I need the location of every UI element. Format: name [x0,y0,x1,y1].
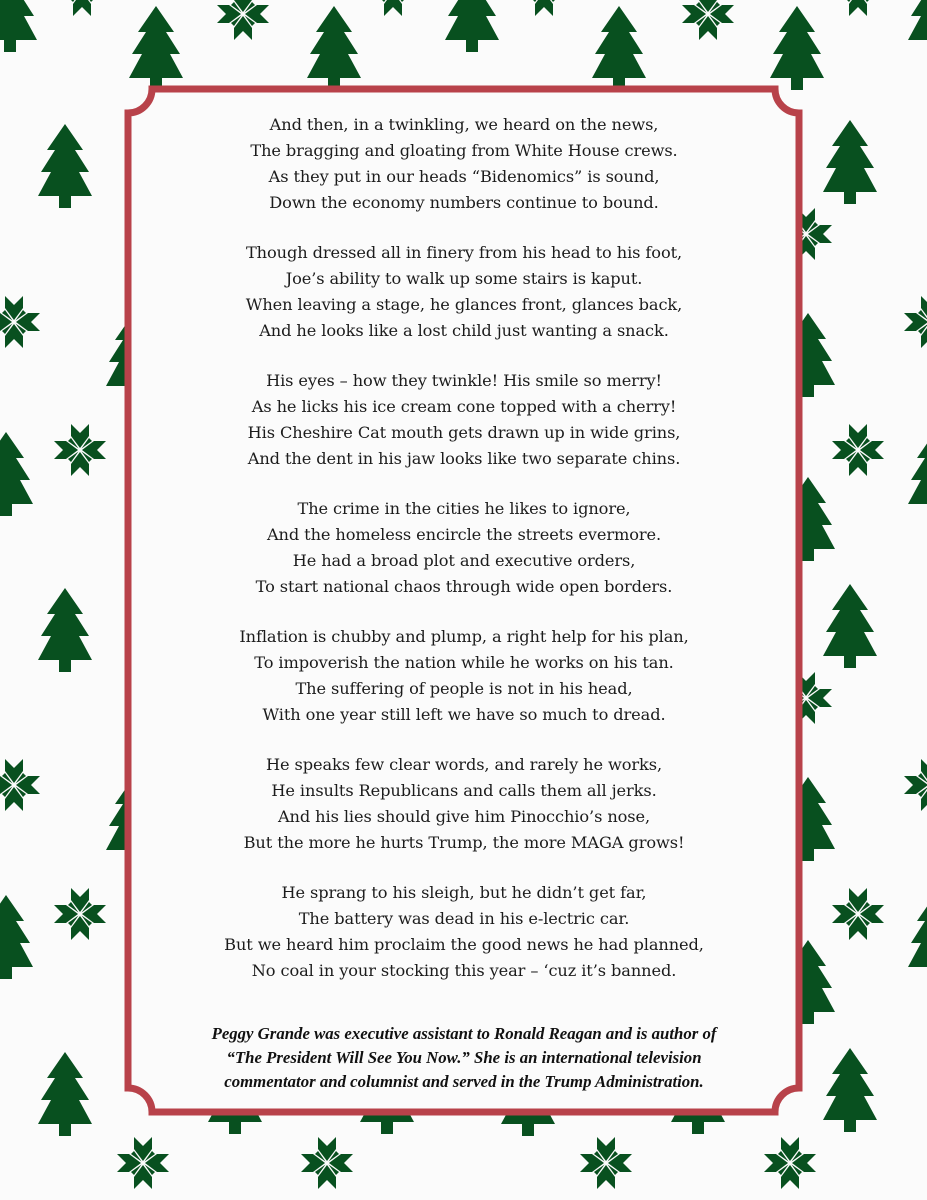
poem-line: To impoverish the nation while he works on his tan. [254,653,674,672]
bio-line: commentator and columnist and served in the Trump Administration. [224,1072,704,1091]
poem-line: When leaving a stage, he glances front, glances back, [245,295,683,314]
poem-line: And then, in a twinkling, we heard on the news, [269,115,659,134]
poem-line: The crime in the cities he likes to ignore, [297,499,631,518]
poem-line: His eyes – how they twinkle! His smile so merry! [266,371,662,390]
poem-line: He sprang to his sleigh, but he didn’t get far, [281,883,647,902]
poem-line: Though dressed all in finery from his head to his foot, [245,243,683,262]
poem-line: He had a broad plot and executive orders, [292,551,636,570]
poem-line: And his lies should give him Pinocchio’s nose, [277,807,651,826]
poem-line: His Cheshire Cat mouth gets drawn up in wide grins, [247,423,681,442]
stanza-3 [140,368,788,472]
poem-line: And he looks like a lost child just wanting a snack. [259,321,669,340]
bio-line: Peggy Grande was executive assistant to Ronald Reagan and is author of [211,1024,717,1043]
stanza-5 [140,624,788,728]
poem-line: As he licks his ice cream cone topped with a cherry! [251,397,677,416]
poem-line: The battery was dead in his e-lectric car. [298,909,630,928]
poem-line: But we heard him proclaim the good news he had planned, [224,935,704,954]
poem-line: And the homeless encircle the streets evermore. [266,525,662,544]
poem-line: He speaks few clear words, and rarely he works, [265,755,663,774]
stanza-1 [140,112,788,216]
poem-line: And the dent in his jaw looks like two separate chins. [247,449,681,468]
poem [140,112,788,1008]
bio-line: “The President Will See You Now.” She is an international television [226,1048,702,1067]
poem-line: As they put in our heads “Bidenomics” is sound, [268,167,660,186]
poem-line: He insults Republicans and calls them all jerks. [271,781,657,800]
author-bio [140,1022,788,1094]
poem-line: Joe’s ability to walk up some stairs is kaput. [285,269,643,288]
poem-line: With one year still left we have so much to dread. [262,705,666,724]
poem-line: To start national chaos through wide open borders. [255,577,673,596]
poem-line: No coal in your stocking this year – ‘cuz it’s banned. [251,961,677,980]
poem-line: Inflation is chubby and plump, a right help for his plan, [239,627,689,646]
poem-line: The suffering of people is not in his head, [295,679,633,698]
stanza-2 [140,240,788,344]
stanza-7 [140,880,788,984]
poem-line: The bragging and gloating from White House crews. [250,141,678,160]
stanza-4 [140,496,788,600]
poem-line: Down the economy numbers continue to bound. [269,193,659,212]
stanza-6 [140,752,788,856]
poem-line: But the more he hurts Trump, the more MAGA grows! [243,833,685,852]
